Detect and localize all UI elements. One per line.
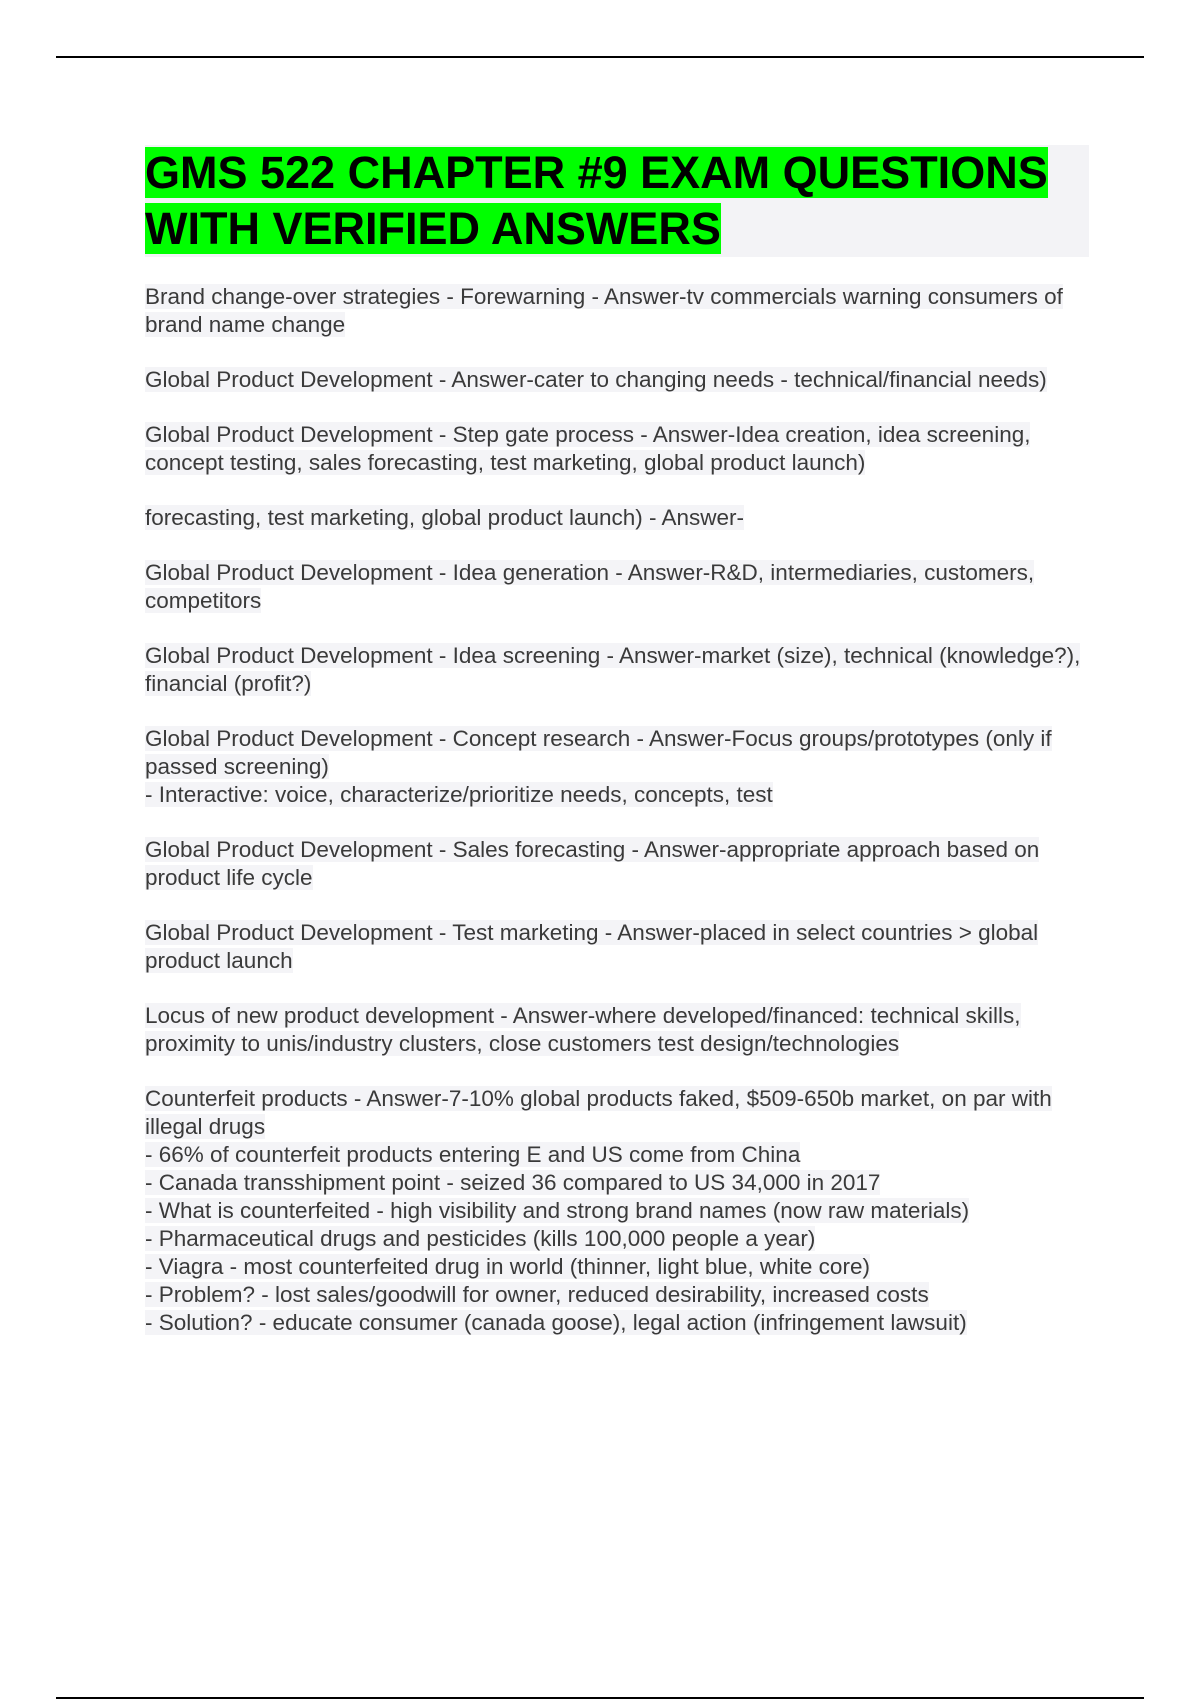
qa-entry-text [145, 421, 1089, 477]
qa-entry-text [145, 1085, 1089, 1141]
qa-entry [145, 725, 1089, 809]
qa-entry-bullet [145, 1141, 1089, 1169]
qa-line-text: forecasting, test marketing, global product launch) - Answer- [145, 505, 745, 530]
qa-entry-text [145, 559, 1089, 615]
qa-entry-bullet [145, 1253, 1089, 1281]
qa-entry [145, 559, 1089, 615]
qa-entry-text [145, 1002, 1089, 1058]
qa-entry [145, 421, 1089, 477]
qa-line-text: - Viagra - most counterfeited drug in world (thinner, light blue, white core) [145, 1254, 870, 1279]
document-body [145, 145, 1089, 1364]
qa-line-text: Global Product Development - Step gate process - Answer-Idea creation, idea screening, concept testing, sales forecasting, test marketing, global product launch) [145, 422, 1031, 475]
document-title [145, 145, 1089, 257]
qa-entry-text [145, 366, 1089, 394]
qa-entry-text [145, 919, 1089, 975]
qa-line-text: - Problem? - lost sales/goodwill for owner, reduced desirability, increased costs [145, 1282, 929, 1307]
qa-entry [145, 366, 1089, 394]
qa-line-text: - Pharmaceutical drugs and pesticides (kills 100,000 people a year) [145, 1226, 816, 1251]
qa-line-text: Global Product Development - Sales forecasting - Answer-appropriate approach based on product life cycle [145, 837, 1040, 890]
qa-list [145, 283, 1089, 1337]
qa-entry [145, 919, 1089, 975]
qa-line-text: - Canada transshipment point - seized 36 compared to US 34,000 in 2017 [145, 1170, 881, 1195]
header-rule [56, 56, 1144, 58]
title-block [145, 145, 1089, 257]
qa-line-text: Global Product Development - Idea screening - Answer-market (size), technical (knowledge?), financial (profit?) [145, 643, 1081, 696]
qa-line-text: Brand change-over strategies - Forewarning - Answer-tv commercials warning consumers of brand name change [145, 284, 1063, 337]
qa-line-text: Global Product Development - Test marketing - Answer-placed in select countries > global product launch [145, 920, 1039, 973]
qa-line-text: - Solution? - educate consumer (canada goose), legal action (infringement lawsuit) [145, 1310, 967, 1335]
qa-entry [145, 504, 1089, 532]
qa-entry-bullet [145, 781, 1089, 809]
qa-line-text: Locus of new product development - Answer-where developed/financed: technical skills, proximity to unis/industry clusters, close customers test design/technologies [145, 1003, 1021, 1056]
qa-entry-text [145, 725, 1089, 781]
qa-line-text: Counterfeit products - Answer-7-10% global products faked, $509-650b market, on par with illegal drugs [145, 1086, 1052, 1139]
qa-line-text: - What is counterfeited - high visibility and strong brand names (now raw materials) [145, 1198, 970, 1223]
qa-entry-bullet [145, 1309, 1089, 1337]
qa-line-text: - 66% of counterfeit products entering E and US come from China [145, 1142, 801, 1167]
qa-line-text: Global Product Development - Idea generation - Answer-R&D, intermediaries, customers, competitors [145, 560, 1035, 613]
footer-rule [56, 1697, 1144, 1699]
qa-entry [145, 642, 1089, 698]
qa-entry-text [145, 836, 1089, 892]
qa-entry-bullet [145, 1281, 1089, 1309]
qa-entry [145, 1002, 1089, 1058]
qa-entry [145, 283, 1089, 339]
qa-entry-bullet [145, 1197, 1089, 1225]
qa-entry-bullet [145, 1169, 1089, 1197]
qa-entry-text [145, 504, 1089, 532]
qa-line-text: Global Product Development - Concept research - Answer-Focus groups/prototypes (only if passed screening) [145, 726, 1052, 779]
qa-line-text: Global Product Development - Answer-cater to changing needs - technical/financial needs) [145, 367, 1047, 392]
qa-entry-bullet [145, 1225, 1089, 1253]
qa-line-text: - Interactive: voice, characterize/prioritize needs, concepts, test [145, 782, 773, 807]
qa-entry [145, 1085, 1089, 1337]
document-title-text: GMS 522 CHAPTER #9 EXAM QUESTIONS WITH VERIFIED ANSWERS [145, 147, 1048, 254]
qa-entry-text [145, 283, 1089, 339]
qa-entry-text [145, 642, 1089, 698]
qa-entry [145, 836, 1089, 892]
